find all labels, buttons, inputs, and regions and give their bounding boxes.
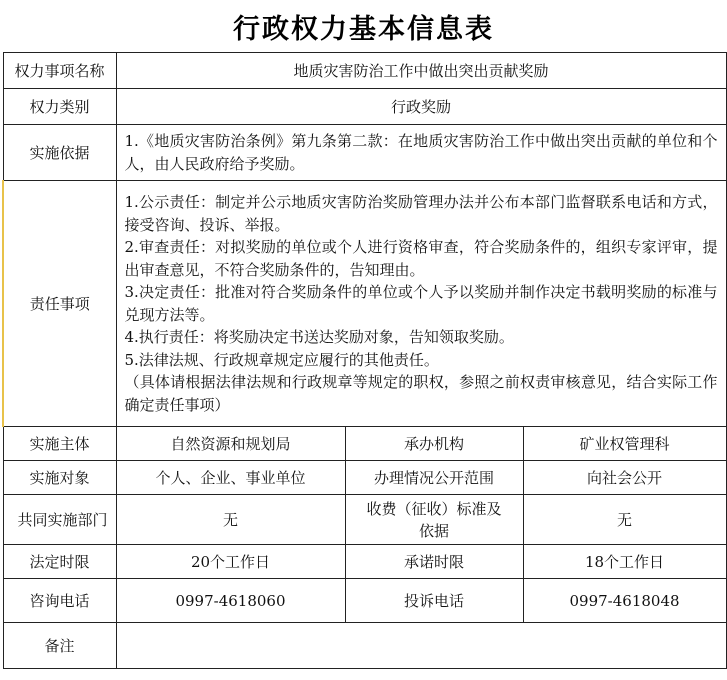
agency-value: 矿业权管理科 <box>523 427 726 461</box>
joint-label: 共同实施部门 <box>3 495 116 545</box>
table-row-remark <box>3 623 726 669</box>
complaint-phone-label: 投诉电话 <box>345 579 523 623</box>
table-row-name <box>3 53 726 89</box>
joint-value: 无 <box>116 495 345 545</box>
table-row-object <box>3 461 726 495</box>
disclosure-label: 办理情况公开范围 <box>345 461 523 495</box>
responsibility-item: 3.决定责任：批准对符合奖励条件的单位或个人予以奖励并制作决定书载明奖励的标准与兑现方法等。 <box>124 283 718 324</box>
info-table <box>2 52 727 669</box>
name-value: 地质灾害防治工作中做出突出贡献奖励 <box>116 53 726 89</box>
page-title: 行政权力基本信息表 <box>233 13 494 45</box>
legal-time-value: 20个工作日 <box>116 545 345 579</box>
basis-value: 1.《地质灾害防治条例》第九条第二款：在地质灾害防治工作中做出突出贡献的单位和个人，由人民政府给予奖励。 <box>116 125 726 181</box>
responsibility-item: 5.法律法规、行政规章规定应履行的其他责任。 <box>124 350 439 369</box>
remark-value <box>116 623 726 669</box>
table-row-phone <box>3 579 726 623</box>
basis-label: 实施依据 <box>3 125 116 181</box>
object-value: 个人、企业、事业单位 <box>116 461 345 495</box>
table-row-basis <box>3 125 726 181</box>
complaint-phone-value: 0997-4618048 <box>523 579 726 623</box>
responsibility-item: 1.公示责任：制定并公示地质灾害防治奖励管理办法并公布本部门监督联系电话和方式，接受咨询、投诉、举报。 <box>124 193 718 234</box>
consult-phone-value: 0997-4618060 <box>116 579 345 623</box>
responsibility-item: 2.审查责任：对拟奖励的单位或个人进行资格审查，符合奖励条件的，组织专家评审，提出审查意见，不符合奖励条件的，告知理由。 <box>124 238 718 279</box>
remark-label: 备注 <box>3 623 116 669</box>
table-row-subject <box>3 427 726 461</box>
table-row-timelimit <box>3 545 726 579</box>
object-label: 实施对象 <box>3 461 116 495</box>
consult-phone-label: 咨询电话 <box>3 579 116 623</box>
subject-label: 实施主体 <box>3 427 116 461</box>
category-value: 行政奖励 <box>116 89 726 125</box>
fee-label: 收费（征收）标准及依据 <box>345 495 523 545</box>
table-row-joint <box>3 495 726 545</box>
table-row-responsibility <box>3 181 726 427</box>
legal-time-label: 法定时限 <box>3 545 116 579</box>
name-label: 权力事项名称 <box>3 53 116 89</box>
responsibility-item: 4.执行责任：将奖励决定书送达奖励对象，告知领取奖励。 <box>124 328 514 346</box>
responsibility-value <box>116 181 726 427</box>
category-label: 权力类别 <box>3 89 116 125</box>
promise-time-label: 承诺时限 <box>345 545 523 579</box>
responsibility-note: （具体请根据法律法规和行政规章等规定的职权，参照之前权责审核意见，结合实际工作确定责任事项） <box>124 373 718 414</box>
fee-value: 无 <box>523 495 726 545</box>
agency-label: 承办机构 <box>345 427 523 461</box>
subject-value: 自然资源和规划局 <box>116 427 345 461</box>
table-row-category <box>3 89 726 125</box>
responsibility-label: 责任事项 <box>3 181 116 427</box>
promise-time-value: 18个工作日 <box>523 545 726 579</box>
disclosure-value: 向社会公开 <box>523 461 726 495</box>
